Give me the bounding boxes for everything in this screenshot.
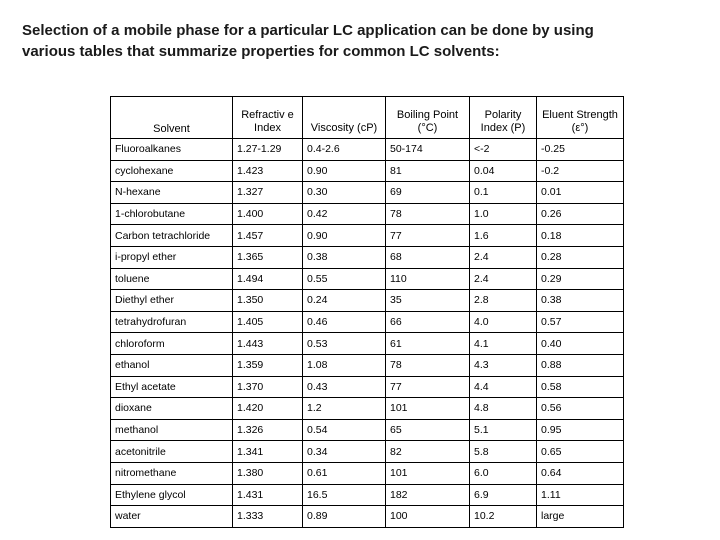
refractive-index-cell: 1.420: [233, 398, 303, 420]
solvent-name-cell: water: [111, 506, 233, 528]
solvent-name-cell: dioxane: [111, 398, 233, 420]
polarity-index-cell: 6.0: [470, 462, 537, 484]
table-body: [111, 139, 624, 528]
solvent-properties-table: [110, 96, 624, 528]
table-row: [111, 506, 624, 528]
solvent-name-cell: nitromethane: [111, 462, 233, 484]
polarity-index-cell: 2.8: [470, 290, 537, 312]
solvent-name-cell: i-propyl ether: [111, 246, 233, 268]
eluent-strength-cell: -0.25: [537, 139, 624, 161]
polarity-index-cell: 0.1: [470, 182, 537, 204]
boiling-point-cell: 78: [386, 354, 470, 376]
boiling-point-cell: 182: [386, 484, 470, 506]
viscosity-cell: 0.46: [303, 311, 386, 333]
viscosity-cell: 0.61: [303, 462, 386, 484]
solvent-name-cell: methanol: [111, 419, 233, 441]
header-eluent-strength: Eluent Strength (ε°): [537, 97, 624, 139]
viscosity-cell: 1.2: [303, 398, 386, 420]
viscosity-cell: 0.90: [303, 225, 386, 247]
refractive-index-cell: 1.341: [233, 441, 303, 463]
viscosity-cell: 0.38: [303, 246, 386, 268]
eluent-strength-cell: 0.38: [537, 290, 624, 312]
eluent-strength-cell: 0.26: [537, 203, 624, 225]
viscosity-cell: 0.89: [303, 506, 386, 528]
refractive-index-cell: 1.350: [233, 290, 303, 312]
boiling-point-cell: 82: [386, 441, 470, 463]
table-row: [111, 160, 624, 182]
polarity-index-cell: 1.0: [470, 203, 537, 225]
viscosity-cell: 0.90: [303, 160, 386, 182]
viscosity-cell: 0.24: [303, 290, 386, 312]
header-row: [111, 97, 624, 139]
solvent-name-cell: Carbon tetrachloride: [111, 225, 233, 247]
table-row: [111, 311, 624, 333]
refractive-index-cell: 1.370: [233, 376, 303, 398]
solvent-name-cell: acetonitrile: [111, 441, 233, 463]
header-refractive-index: Refractiv e Index: [233, 97, 303, 139]
refractive-index-cell: 1.365: [233, 246, 303, 268]
heading-line-1: Selection of a mobile phase for a particular LC application can be done by using: [22, 22, 594, 39]
boiling-point-cell: 35: [386, 290, 470, 312]
polarity-index-cell: 2.4: [470, 268, 537, 290]
solvent-name-cell: N-hexane: [111, 182, 233, 204]
viscosity-cell: 0.53: [303, 333, 386, 355]
polarity-index-cell: 2.4: [470, 246, 537, 268]
solvent-name-cell: Ethyl acetate: [111, 376, 233, 398]
solvent-name-cell: chloroform: [111, 333, 233, 355]
eluent-strength-cell: 0.18: [537, 225, 624, 247]
boiling-point-cell: 77: [386, 225, 470, 247]
table-row: [111, 376, 624, 398]
table-row: [111, 419, 624, 441]
table-row: [111, 139, 624, 161]
table-row: [111, 182, 624, 204]
polarity-index-cell: 4.8: [470, 398, 537, 420]
boiling-point-cell: 110: [386, 268, 470, 290]
polarity-index-cell: 4.4: [470, 376, 537, 398]
boiling-point-cell: 101: [386, 398, 470, 420]
table-row: [111, 441, 624, 463]
eluent-strength-cell: 0.28: [537, 246, 624, 268]
boiling-point-cell: 77: [386, 376, 470, 398]
boiling-point-cell: 65: [386, 419, 470, 441]
refractive-index-cell: 1.405: [233, 311, 303, 333]
viscosity-cell: 0.55: [303, 268, 386, 290]
polarity-index-cell: 4.0: [470, 311, 537, 333]
boiling-point-cell: 68: [386, 246, 470, 268]
viscosity-cell: 0.30: [303, 182, 386, 204]
polarity-index-cell: 5.8: [470, 441, 537, 463]
table-row: [111, 268, 624, 290]
solvent-name-cell: Diethyl ether: [111, 290, 233, 312]
refractive-index-cell: 1.27-1.29: [233, 139, 303, 161]
refractive-index-cell: 1.400: [233, 203, 303, 225]
polarity-index-cell: <-2: [470, 139, 537, 161]
polarity-index-cell: 1.6: [470, 225, 537, 247]
eluent-strength-cell: 0.65: [537, 441, 624, 463]
solvent-name-cell: ethanol: [111, 354, 233, 376]
table-header: [111, 97, 624, 139]
eluent-strength-cell: 0.95: [537, 419, 624, 441]
header-polarity-index: Polarity Index (P): [470, 97, 537, 139]
eluent-strength-cell: 1.11: [537, 484, 624, 506]
polarity-index-cell: 0.04: [470, 160, 537, 182]
eluent-strength-cell: 0.01: [537, 182, 624, 204]
eluent-strength-cell: 0.40: [537, 333, 624, 355]
refractive-index-cell: 1.359: [233, 354, 303, 376]
eluent-strength-cell: 0.64: [537, 462, 624, 484]
polarity-index-cell: 6.9: [470, 484, 537, 506]
polarity-index-cell: 10.2: [470, 506, 537, 528]
boiling-point-cell: 66: [386, 311, 470, 333]
viscosity-cell: 0.34: [303, 441, 386, 463]
table-row: [111, 398, 624, 420]
header-viscosity: Viscosity (cP): [303, 97, 386, 139]
table-row: [111, 246, 624, 268]
eluent-strength-cell: -0.2: [537, 160, 624, 182]
viscosity-cell: 0.42: [303, 203, 386, 225]
refractive-index-cell: 1.380: [233, 462, 303, 484]
eluent-strength-cell: 0.58: [537, 376, 624, 398]
refractive-index-cell: 1.326: [233, 419, 303, 441]
table-row: [111, 225, 624, 247]
table-row: [111, 462, 624, 484]
polarity-index-cell: 4.3: [470, 354, 537, 376]
refractive-index-cell: 1.333: [233, 506, 303, 528]
solvent-name-cell: Fluoroalkanes: [111, 139, 233, 161]
eluent-strength-cell: 0.29: [537, 268, 624, 290]
eluent-strength-cell: 0.56: [537, 398, 624, 420]
boiling-point-cell: 101: [386, 462, 470, 484]
solvent-name-cell: 1-chlorobutane: [111, 203, 233, 225]
eluent-strength-cell: 0.57: [537, 311, 624, 333]
boiling-point-cell: 100: [386, 506, 470, 528]
viscosity-cell: 16.5: [303, 484, 386, 506]
viscosity-cell: 0.54: [303, 419, 386, 441]
page-heading: [22, 20, 702, 62]
viscosity-cell: 1.08: [303, 354, 386, 376]
refractive-index-cell: 1.494: [233, 268, 303, 290]
heading-line-2: various tables that summarize properties for common LC solvents:: [22, 43, 500, 60]
refractive-index-cell: 1.327: [233, 182, 303, 204]
viscosity-cell: 0.4-2.6: [303, 139, 386, 161]
table-row: [111, 333, 624, 355]
header-solvent: Solvent: [111, 97, 233, 139]
solvent-name-cell: toluene: [111, 268, 233, 290]
table-row: [111, 354, 624, 376]
header-boiling-point: Boiling Point (°C): [386, 97, 470, 139]
solvent-name-cell: tetrahydrofuran: [111, 311, 233, 333]
refractive-index-cell: 1.457: [233, 225, 303, 247]
boiling-point-cell: 78: [386, 203, 470, 225]
eluent-strength-cell: large: [537, 506, 624, 528]
boiling-point-cell: 69: [386, 182, 470, 204]
refractive-index-cell: 1.423: [233, 160, 303, 182]
table-row: [111, 203, 624, 225]
boiling-point-cell: 61: [386, 333, 470, 355]
viscosity-cell: 0.43: [303, 376, 386, 398]
table-row: [111, 290, 624, 312]
polarity-index-cell: 5.1: [470, 419, 537, 441]
polarity-index-cell: 4.1: [470, 333, 537, 355]
boiling-point-cell: 81: [386, 160, 470, 182]
solvent-name-cell: Ethylene glycol: [111, 484, 233, 506]
eluent-strength-cell: 0.88: [537, 354, 624, 376]
boiling-point-cell: 50-174: [386, 139, 470, 161]
refractive-index-cell: 1.443: [233, 333, 303, 355]
solvent-name-cell: cyclohexane: [111, 160, 233, 182]
refractive-index-cell: 1.431: [233, 484, 303, 506]
table-row: [111, 484, 624, 506]
